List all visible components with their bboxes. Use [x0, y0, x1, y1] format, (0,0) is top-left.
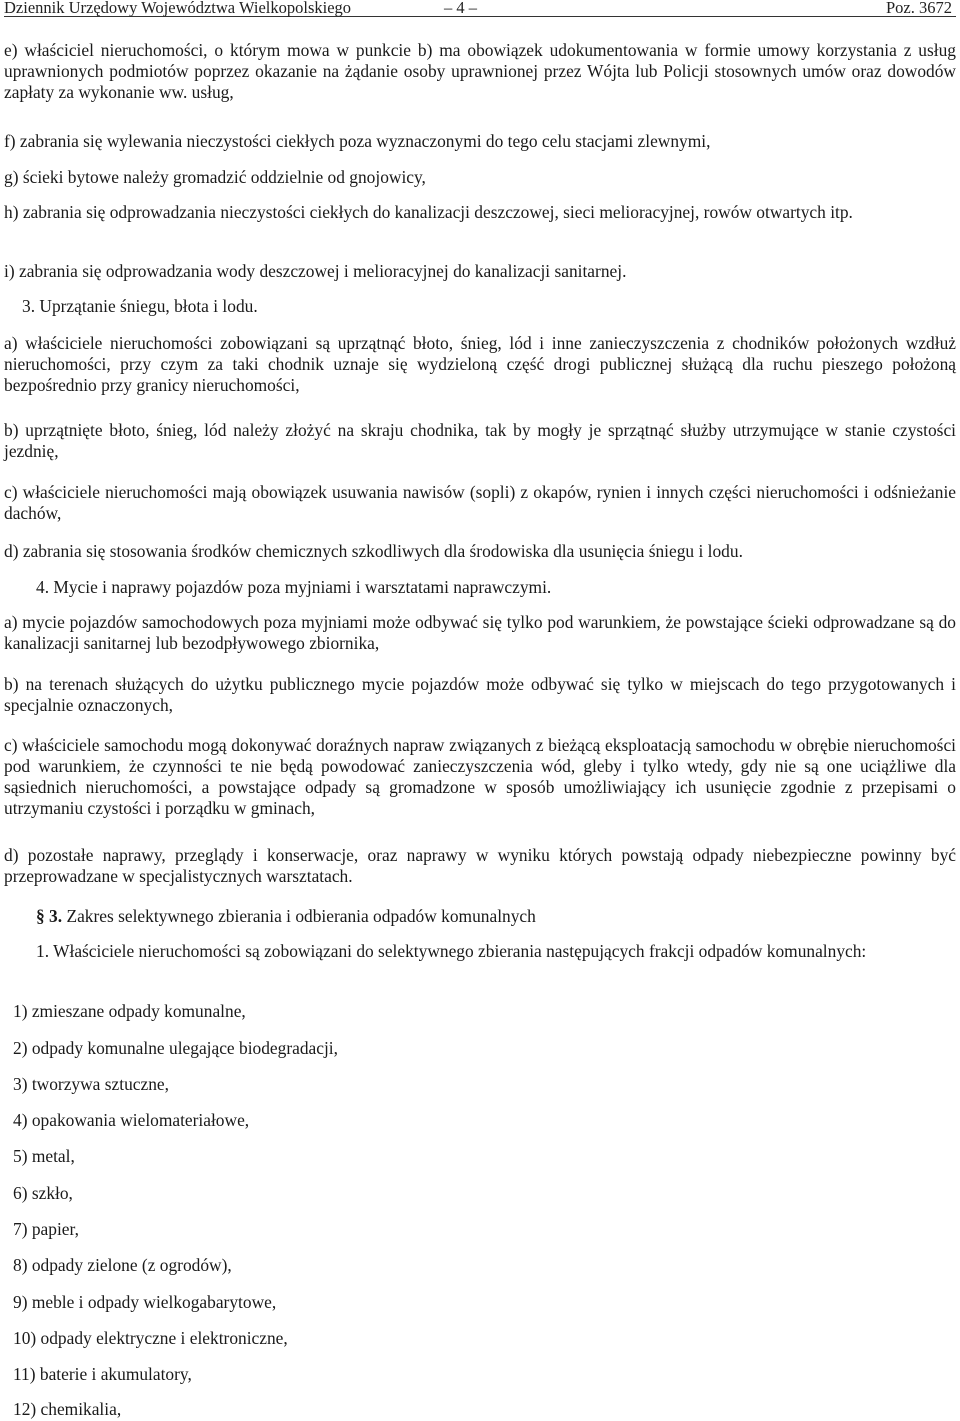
- section-mark: § 3.: [36, 906, 63, 926]
- list-item: 4) opakowania wielomateriałowe,: [13, 1110, 250, 1130]
- paragraph-f: f) zabrania się wylewania nieczystości ciekłych poza wyznaczonymi do tego celu stacjami zlewnymi,: [4, 131, 711, 151]
- list-item: 1) zmieszane odpady komunalne,: [13, 1001, 246, 1021]
- page-number: – 4 –: [444, 0, 477, 17]
- section3-item-a: a) właściciele nieruchomości zobowiązani są uprzątnąć błoto, śnieg, lód i inne zanieczyszczenia z chodników położonych wzdłuż nieruchomości, przy czym za taki chodnik uznaje się wydzieloną część drogi publicznej służącą dla ruchu pieszego położoną bezpośrednio przy granicy nieruchomości,: [4, 333, 956, 395]
- paragraph-i: i) zabrania się odprowadzania wody deszczowej i melioracyjnej do kanalizacji sanitarnej.: [4, 261, 627, 281]
- list-item: 12) chemikalia,: [13, 1399, 122, 1419]
- list-item: 2) odpady komunalne ulegające biodegradacji,: [13, 1038, 338, 1058]
- section4-item-a: a) mycie pojazdów samochodowych poza myjniami może odbywać się tylko pod warunkiem, że powstające ścieki odprowadzane są do kanalizacji sanitarnej lub bezodpływowego zbiornika,: [4, 612, 956, 653]
- paragraph-e: e) właściciel nieruchomości, o którym mowa w punkcie b) ma obowiązek udokumentowania w formie umowy korzystania z usług uprawnionych podmiotów poprzez okazanie na żądanie osoby uprawnionej przez Wójta lub Policji stosownych umów oraz dowodów zapłaty za wykonanie ww. usług,: [4, 40, 956, 102]
- position-number: Poz. 3672: [886, 0, 952, 17]
- section3-item-1: 1. Właściciele nieruchomości są zobowiązani do selektywnego zbierania następujących frakcji odpadów komunalnych:: [36, 941, 867, 961]
- paragraph-h: h) zabrania się odprowadzania nieczystości ciekłych do kanalizacji deszczowej, sieci melioracyjnej, rowów otwartych itp.: [4, 202, 853, 222]
- section4-item-b: b) na terenach służących do użytku publicznego mycie pojazdów może odbywać się tylko w miejscach do tego przygotowanych i specjalnie oznaczonych,: [4, 674, 956, 715]
- list-item: 6) szkło,: [13, 1183, 73, 1203]
- section3-item-c: c) właściciele nieruchomości mają obowiązek usuwania nawisów (sopli) z okapów, rynien i innych części nieruchomości i odśnieżanie dachów,: [4, 482, 956, 523]
- list-item: 11) baterie i akumulatory,: [13, 1364, 192, 1384]
- list-item: 9) meble i odpady wielkogabarytowe,: [13, 1292, 277, 1312]
- list-item: 10) odpady elektryczne i elektroniczne,: [13, 1328, 288, 1348]
- journal-title: Dziennik Urzędowy Województwa Wielkopolskiego: [4, 0, 352, 17]
- section-3-heading: [36, 906, 536, 927]
- list-item: 5) metal,: [13, 1146, 75, 1166]
- section3-item-d: d) zabrania się stosowania środków chemicznych szkodliwych dla środowiska dla usunięcia śniegu i lodu.: [4, 541, 743, 561]
- section4-item-c: c) właściciele samochodu mogą dokonywać doraźnych napraw związanych z bieżącą eksploatacją samochodu w obrębie nieruchomości pod warunkiem, że czynności te nie będą powodować zanieczyszczenia wód, gleby i tylko wtedy, gdy nie są one uciążliwe dla sąsiednich nieruchomości, a powstające odpady są gromadzone w sposób umożliwiający ich usunięcie zgodnie z przepisami o utrzymaniu czystości i porządku w gminach,: [4, 735, 956, 818]
- paragraph-g: g) ścieki bytowe należy gromadzić oddzielnie od gnojowicy,: [4, 167, 426, 187]
- point-3-heading: 3. Uprzątanie śniegu, błota i lodu.: [22, 296, 258, 316]
- section-title: Zakres selektywnego zbierania i odbierania odpadów komunalnych: [62, 906, 536, 926]
- list-item: 3) tworzywa sztuczne,: [13, 1074, 169, 1094]
- list-item: 8) odpady zielone (z ogrodów),: [13, 1255, 232, 1275]
- section4-item-d: d) pozostałe naprawy, przeglądy i konserwacje, oraz naprawy w wyniku których powstają odpady niebezpieczne powinny być przeprowadzane w specjalistycznych warsztatach.: [4, 845, 956, 886]
- section3-item-b: b) uprzątnięte błoto, śnieg, lód należy złożyć na skraju chodnika, tak by mogły je sprzątnąć służby utrzymujące w stanie czystości jezdnię,: [4, 420, 956, 461]
- page-header: [4, 0, 956, 17]
- list-item: 7) papier,: [13, 1219, 79, 1239]
- point-4-heading: 4. Mycie i naprawy pojazdów poza myjniami i warsztatami naprawczymi.: [36, 577, 552, 597]
